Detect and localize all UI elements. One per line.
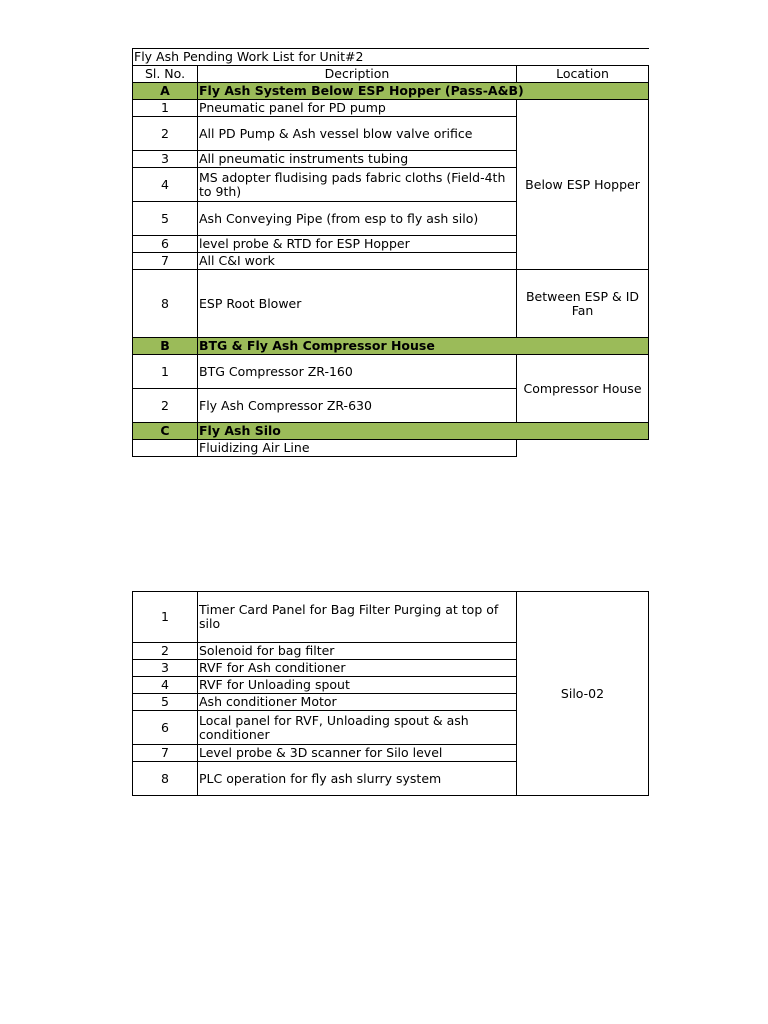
section-code: C: [133, 423, 198, 440]
row-description: All PD Pump & Ash vessel blow valve orifice: [198, 117, 517, 151]
title-row: [133, 49, 649, 66]
table-row: [133, 355, 649, 389]
row-number: 5: [133, 202, 198, 236]
row-description: level probe & RTD for ESP Hopper: [198, 236, 517, 253]
row-description: Local panel for RVF, Unloading spout & ash conditioner: [198, 711, 517, 745]
row-number: 3: [133, 151, 198, 168]
table-row: [133, 592, 649, 643]
pending-work-table: [132, 48, 649, 457]
row-description: Timer Card Panel for Bag Filter Purging at top of silo: [198, 592, 517, 643]
empty-location-cell: [517, 440, 649, 457]
row-description: RVF for Ash conditioner: [198, 660, 517, 677]
section-code: A: [133, 83, 198, 100]
section-row-b: [133, 338, 649, 355]
header-row: [133, 66, 649, 83]
row-description: Fluidizing Air Line: [198, 440, 517, 457]
row-description: Fly Ash Compressor ZR-630: [198, 389, 517, 423]
location-cell: Silo-02: [517, 592, 649, 796]
row-number: 5: [133, 694, 198, 711]
section-row-c: [133, 423, 649, 440]
location-cell: Below ESP Hopper: [517, 100, 649, 270]
section-title: Fly Ash Silo: [198, 423, 649, 440]
row-description: PLC operation for fly ash slurry system: [198, 762, 517, 796]
row-number: 1: [133, 355, 198, 389]
row-description: All pneumatic instruments tubing: [198, 151, 517, 168]
row-description: RVF for Unloading spout: [198, 677, 517, 694]
table-row: [133, 100, 649, 117]
row-number: 8: [133, 270, 198, 338]
row-number: 8: [133, 762, 198, 796]
row-description: ESP Root Blower: [198, 270, 517, 338]
section-title: BTG & Fly Ash Compressor House: [198, 338, 649, 355]
row-number: 7: [133, 253, 198, 270]
row-number: 1: [133, 100, 198, 117]
row-number: 4: [133, 677, 198, 694]
row-description: Ash conditioner Motor: [198, 694, 517, 711]
table-row: [133, 440, 649, 457]
row-number: 4: [133, 168, 198, 202]
row-description: Level probe & 3D scanner for Silo level: [198, 745, 517, 762]
silo-work-table: [132, 591, 649, 796]
row-description: Pneumatic panel for PD pump: [198, 100, 517, 117]
row-description: Ash Conveying Pipe (from esp to fly ash silo): [198, 202, 517, 236]
row-description: Solenoid for bag filter: [198, 643, 517, 660]
row-number: 2: [133, 389, 198, 423]
row-number: [133, 440, 198, 457]
row-number: 2: [133, 117, 198, 151]
section-code: B: [133, 338, 198, 355]
row-number: 6: [133, 236, 198, 253]
row-description: MS adopter fludising pads fabric cloths (Field-4th to 9th): [198, 168, 517, 202]
row-number: 1: [133, 592, 198, 643]
table-row: [133, 270, 649, 338]
header-sl-no: Sl. No.: [133, 66, 198, 83]
location-cell: Between ESP & ID Fan: [517, 270, 649, 338]
section-row-a: [133, 83, 649, 100]
section-title: Fly Ash System Below ESP Hopper (Pass-A&B): [198, 83, 649, 100]
location-cell: Compressor House: [517, 355, 649, 423]
row-number: 2: [133, 643, 198, 660]
row-number: 3: [133, 660, 198, 677]
row-description: BTG Compressor ZR-160: [198, 355, 517, 389]
sheet-title: Fly Ash Pending Work List for Unit#2: [133, 49, 649, 66]
row-description: All C&I work: [198, 253, 517, 270]
header-location: Location: [517, 66, 649, 83]
row-number: 6: [133, 711, 198, 745]
header-description: Decription: [198, 66, 517, 83]
row-number: 7: [133, 745, 198, 762]
